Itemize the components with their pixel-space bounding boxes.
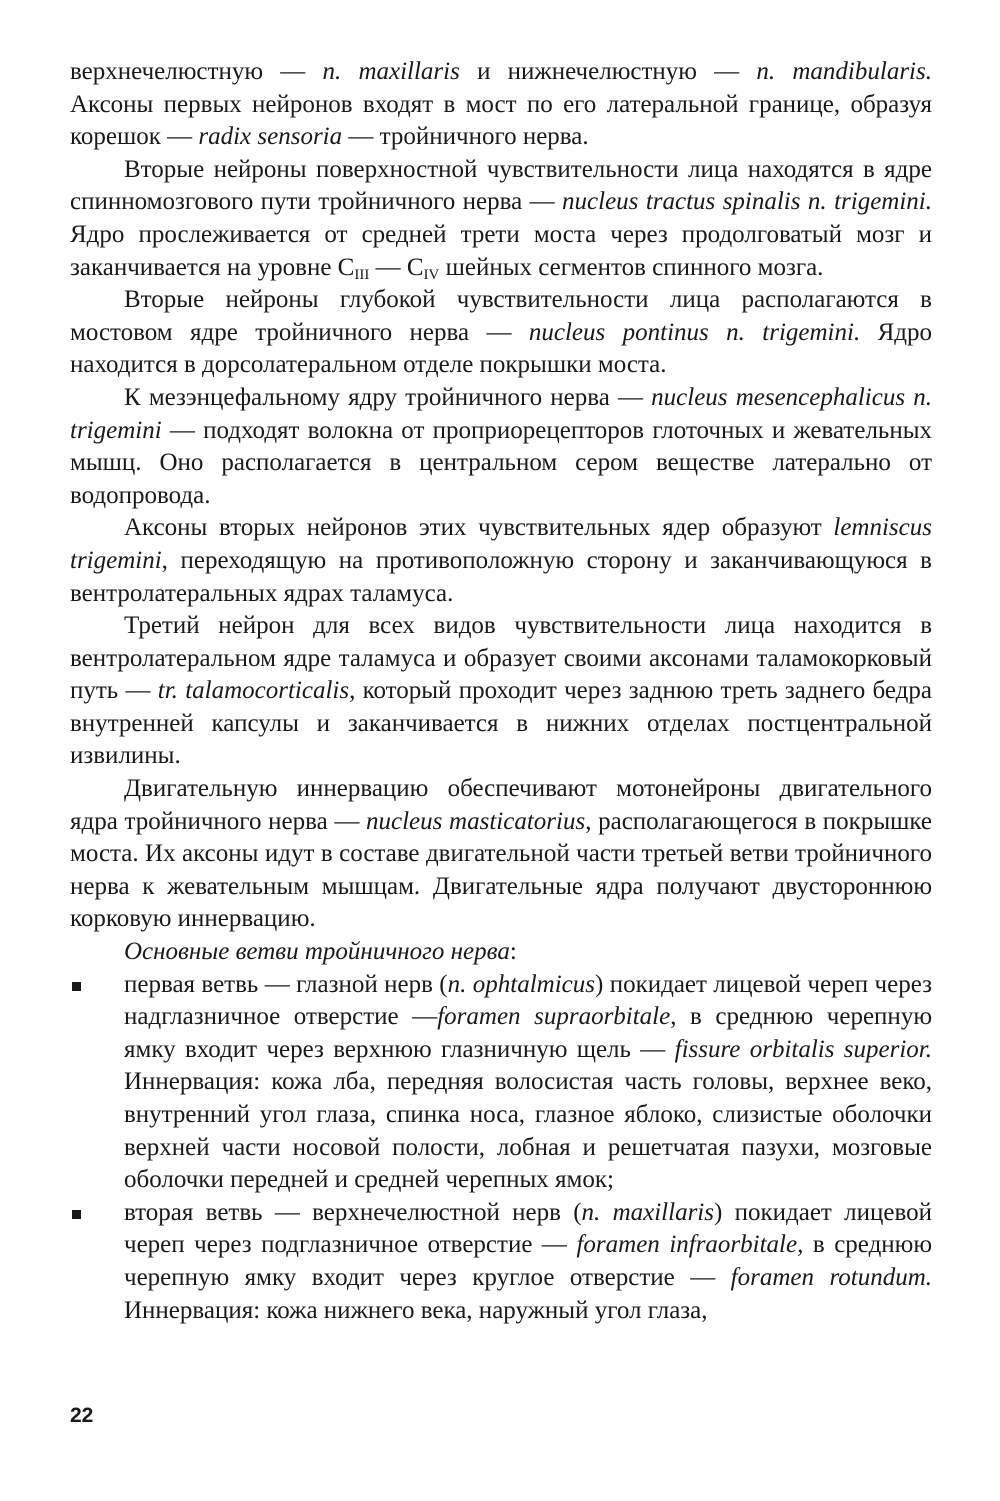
- latin-term: nucleus pontinus n. trigemini.: [528, 318, 861, 346]
- page-body: [70, 56, 932, 1327]
- latin-term: n. maxillaris: [581, 1198, 714, 1226]
- paragraph-superficial-sensitivity: Вторые нейроны поверхностной чувствительности лица находятся в ядре спинномозгового пути тройничного нерва — nucleus tractus spinalis n. trigemini. Ядро прослеживается от средней трети моста через продолговатый мозг и заканчивается на уровне $C_{III}$ — $C_{IV}$ шейных сегментов спинного мозга.: [70, 155, 932, 283]
- paragraph-third-neuron: Третий нейрон для всех видов чувствительности лица находится в вентролатеральном ядре таламуса и образует своими аксонами таламокорковый путь — tr. talamocorticalis, который проходит через заднюю треть заднего бедра внутренней капсулы и заканчивается в нижних отделах постцентральной извилины.: [70, 612, 932, 770]
- latin-term: foramen supraorbitale: [437, 1003, 671, 1031]
- latin-term: nucleus masticatorius: [366, 807, 586, 835]
- latin-term: nucleus tractus spinalis n. trigemini.: [562, 188, 932, 216]
- paragraph-deep-sensitivity: Вторые нейроны глубокой чувствительности лица располагаются в мостовом ядре тройничного нерва — nucleus pontinus n. trigemini. Ядро находится в дорсолатеральном отделе покрышки моста.: [70, 286, 932, 379]
- latin-term: foramen infraorbitale,: [576, 1231, 804, 1259]
- latin-term: lemniscus trigemini: [70, 514, 932, 574]
- list-item-first-branch: первая ветвь — глазной нерв (n. ophtalmicus) покидает лицевой череп через надглазничное отверстие —foramen supraorbitale, в среднюю черепную ямку входит через верхнюю глазничную щель — fissure orbitalis superior. Иннервация: кожа лба, передняя волосистая часть головы, верхнее веко, внутренний угол глаза, спинка носа, глазное яблоко, слизистые оболочки верхней части носовой полости, лобная и решетчатая пазухи, мозговые оболочки передней и средней черепных ямок;: [70, 969, 932, 1197]
- branch-list: [70, 969, 932, 1328]
- page-number: 22: [70, 1404, 94, 1427]
- latin-term: tr. talamocorticalis: [157, 677, 350, 705]
- paragraph-lemniscus: Аксоны вторых нейронов этих чувствительных ядер образуют lemniscus trigemini, переходящую на противоположную сторону и заканчивающуюся в вентролатеральных ядрах таламуса.: [70, 514, 932, 607]
- square-bullet-icon: [72, 982, 81, 991]
- paragraph-mesencephalic-nucleus: К мезэнцефальному ядру тройничного нерва — nucleus mesencephalicus n. trigemini — подходят волокна от проприорецепторов глоточных и жевательных мышц. Оно располагается в центральном сером веществе латерально от водопровода.: [70, 383, 932, 509]
- latin-term: n. mandibularis.: [756, 58, 932, 85]
- latin-term: foramen rotundum.: [730, 1263, 932, 1291]
- segment-subscript: III: [354, 266, 370, 283]
- paragraph-motor-innervation: Двигательную иннервацию обеспечивают мотонейроны двигательного ядра тройничного нерва — nucleus masticatorius, располагающегося в покрышке моста. Их аксоны идут в составе двигательной части третьей ветви тройничного нерва к жевательным мышцам. Двигательные ядра получают двустороннюю корковую иннервацию.: [70, 775, 932, 933]
- latin-term: fissure orbitalis superior.: [674, 1035, 932, 1063]
- paragraph-continuation: верхнечелюстную — n. maxillaris и нижнечелюстную — n. mandibularis. Аксоны первых нейронов входят в мост по его латеральной границе, образуя корешок — radix sensoria — тройничного нерва.: [70, 58, 932, 151]
- latin-term: radix sensoria: [198, 123, 343, 151]
- list-item-second-branch: вторая ветвь — верхнечелюстной нерв (n. maxillaris) покидает лицевой череп через подглазничное отверстие — foramen infraorbitale, в среднюю черепную ямку входит через круглое отверстие — foramen rotundum. Иннервация: кожа нижнего века, наружный угол глаза,: [70, 1197, 932, 1327]
- latin-term: n. ophtalmicus: [447, 970, 595, 998]
- square-bullet-icon: [72, 1210, 81, 1219]
- latin-term: n. maxillaris: [322, 58, 460, 85]
- latin-term: nucleus mesencephalicus n. trigemini: [70, 383, 932, 444]
- segment-subscript: IV: [423, 266, 440, 283]
- section-heading: Основные ветви тройничного нерва:: [124, 938, 517, 966]
